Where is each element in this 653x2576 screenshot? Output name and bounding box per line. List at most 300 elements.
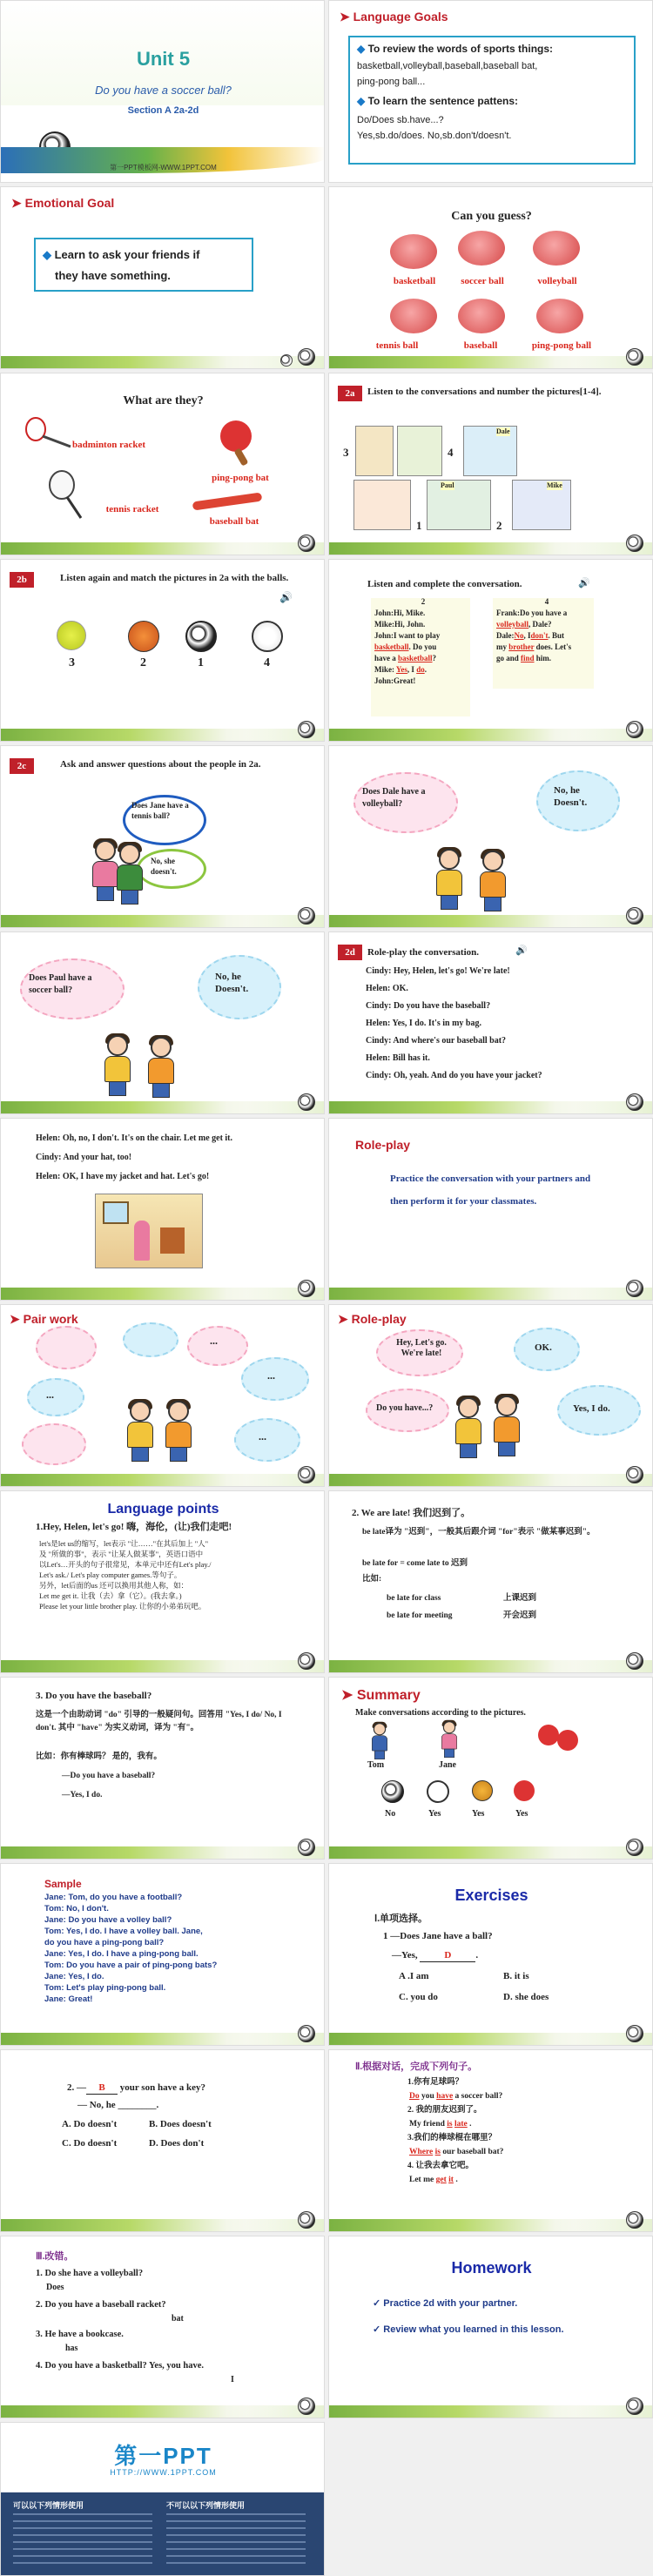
point-heading: 1.Hey, Helen, let's go! 嗨，海伦，(让)我们走吧! bbox=[36, 1522, 232, 1532]
slide-title: ➤ Role-play bbox=[338, 1312, 407, 1327]
dialog-line: Cindy: Do you have the baseball? bbox=[366, 1001, 491, 1011]
section-tag: 2a bbox=[338, 386, 362, 401]
dialog-line: Helen: Bill has it. bbox=[366, 1053, 430, 1063]
bottom-bar bbox=[1, 1474, 324, 1486]
soccer-ball-icon bbox=[298, 1093, 315, 1111]
girl-figure bbox=[432, 849, 467, 910]
ball-blob-5 bbox=[458, 299, 505, 333]
slide-emotional-goal bbox=[0, 186, 325, 369]
goal-1-words-a: basketball,volleyball,baseball,baseball bat, bbox=[357, 61, 538, 71]
dialog-line: Cindy: And where's our baseball bat? bbox=[366, 1036, 507, 1046]
sample-line: Jane: Tom, do you have a football? bbox=[44, 1893, 183, 1902]
sentence-part: My friend bbox=[409, 2120, 445, 2129]
sample-line: Jane: Do you have a volley ball? bbox=[44, 1915, 172, 1925]
slide-title: ➤ Summary bbox=[341, 1686, 421, 1704]
placeholder-dots: ... bbox=[259, 1430, 266, 1443]
goal-2: To learn the sentence pattens: bbox=[367, 95, 519, 107]
soccer-ball-icon bbox=[626, 348, 643, 366]
label-soccer-ball: soccer ball bbox=[461, 276, 504, 286]
soccer-ball-icon bbox=[626, 2398, 643, 2415]
answer-blank: volleyball bbox=[496, 620, 529, 629]
answer-yes: Yes bbox=[472, 1809, 485, 1819]
bottom-bar bbox=[329, 2033, 652, 2045]
section-label: Ⅱ.根据对话，完成下列句子。 bbox=[355, 2061, 478, 2072]
match-number: 1 bbox=[198, 656, 204, 669]
item-cloud-3 bbox=[187, 1326, 248, 1366]
soccer-ball-icon bbox=[626, 721, 643, 738]
answer-blank: it bbox=[448, 2176, 454, 2184]
dialog-line: John:I want to play bbox=[374, 631, 441, 640]
prompt-3: 3.我们的棒球棍在哪里？ bbox=[407, 2134, 497, 2142]
slide-sample bbox=[0, 1863, 325, 2046]
point-heading: 3. Do you have the baseball? bbox=[36, 1691, 152, 1701]
match-number: 2 bbox=[140, 656, 146, 669]
example-label: 比如: bbox=[362, 1575, 382, 1584]
goals-box bbox=[348, 36, 636, 165]
section-tag: 2b bbox=[10, 572, 34, 588]
slide-pair-work bbox=[0, 1304, 325, 1487]
answer-no: No bbox=[385, 1809, 396, 1819]
bottom-bar bbox=[1, 1101, 324, 1113]
soccer-ball-icon bbox=[381, 1780, 404, 1803]
name-paul: Paul bbox=[441, 481, 454, 489]
slide-paul-question bbox=[0, 932, 325, 1114]
ball-blob-6 bbox=[536, 299, 583, 333]
number-label: 2 bbox=[496, 519, 502, 532]
label-badminton-racket: badminton racket bbox=[71, 440, 146, 450]
sample-line: Tom: Yes, I do. I have a volley ball. Jane, bbox=[44, 1927, 203, 1936]
sentence-part: a soccer ball? bbox=[454, 2092, 503, 2101]
number-label: 1 bbox=[416, 519, 422, 532]
slide-title: ➤ Pair work bbox=[10, 1312, 78, 1327]
bottom-bar bbox=[1, 356, 324, 368]
option-a: A .I am bbox=[399, 1971, 429, 1981]
speaker-icon: 🔊 bbox=[578, 578, 590, 589]
explanation-line: 另外，let后面的us 还可以换用其他人称，如： bbox=[39, 1581, 189, 1590]
slide-language-points bbox=[0, 1490, 325, 1673]
instruction: Make conversations according to the pictures. bbox=[355, 1708, 526, 1718]
goal-2-pattern-a: Do/Does sb.have...? bbox=[357, 115, 444, 125]
question-4: 4. Do you have a basketball? Yes, you have. bbox=[36, 2361, 205, 2371]
option-d: D. Does don't bbox=[149, 2138, 205, 2149]
explanation-line: Please let your little brother play. 让你的小弟弟玩吧。 bbox=[39, 1602, 206, 1611]
match-number: 4 bbox=[264, 656, 270, 669]
soccer-ball-icon bbox=[298, 1466, 315, 1483]
explanation-line: let's是let us的缩写，let表示 "让……"在其后加上 "人" bbox=[39, 1539, 209, 1548]
prompt-2: 2. 我的朋友迟到了。 bbox=[407, 2106, 482, 2115]
answer-text: No, she doesn't. bbox=[151, 857, 177, 876]
explanation-line: Let me get it. 让我（去）拿（它）。(我去拿。) bbox=[39, 1591, 182, 1600]
dialog-line: John:Hi, Mike. bbox=[374, 609, 426, 617]
dialog-number: 2 bbox=[421, 597, 426, 606]
ball-icon bbox=[280, 354, 293, 367]
jane-figure bbox=[439, 1721, 460, 1758]
dialog-line: Cindy: Oh, yeah. And do you have your jacket? bbox=[366, 1071, 542, 1080]
question-1: 1. Do she have a volleyball? bbox=[36, 2269, 144, 2278]
bottom-bar bbox=[329, 729, 652, 741]
dialog-line: Frank:Do you have a bbox=[496, 609, 568, 617]
chair-shape bbox=[160, 1227, 185, 1254]
basketball-icon bbox=[472, 1780, 493, 1801]
slide-title: Homework bbox=[451, 2259, 532, 2277]
boy-figure bbox=[144, 1037, 178, 1098]
slide-2d bbox=[328, 932, 653, 1114]
option-c: C. Do doesn't bbox=[62, 2138, 118, 2149]
question: 1 —Does Jane have a ball? bbox=[383, 1931, 493, 1941]
slide-title: What are they? bbox=[123, 394, 204, 407]
dialog-line: Do you bbox=[413, 642, 437, 651]
bottom-bar bbox=[1, 1288, 324, 1300]
question-text: Does Jane have a tennis ball? bbox=[131, 801, 189, 820]
section-label: Section A 2a-2d bbox=[127, 105, 199, 116]
slide-homework bbox=[328, 2236, 653, 2418]
soccer-ball-icon bbox=[298, 907, 315, 925]
slide-dale-question bbox=[328, 745, 653, 928]
slide-title: Role-play bbox=[355, 1138, 411, 1152]
dialog-line: Helen: OK. bbox=[366, 984, 408, 993]
instruction: Listen again and match the pictures in 2a with the balls. bbox=[60, 573, 289, 583]
soccer-ball-icon bbox=[626, 907, 643, 925]
name-tom: Tom bbox=[367, 1760, 385, 1770]
number-label: 3 bbox=[343, 446, 349, 459]
soccer-ball-icon bbox=[298, 1839, 315, 1856]
answer-blank: basketball bbox=[398, 654, 433, 662]
soccer-ball-icon bbox=[626, 1839, 643, 1856]
option-b: B. Does doesn't bbox=[149, 2119, 212, 2129]
slide-can-you-guess bbox=[328, 186, 653, 369]
bottom-bar bbox=[329, 2405, 652, 2418]
unit-title: Unit 5 bbox=[136, 48, 191, 70]
ball-blob-1 bbox=[390, 234, 437, 269]
slide-2b bbox=[0, 559, 325, 742]
label-tennis-racket: tennis racket bbox=[105, 504, 159, 515]
soccer-ball-icon bbox=[298, 348, 315, 366]
name-dale: Dale bbox=[496, 427, 510, 435]
answer-text: No, he Doesn't. bbox=[215, 972, 249, 994]
answer-text-1: OK. bbox=[535, 1342, 552, 1353]
bottom-bar bbox=[329, 1846, 652, 1859]
point-heading: 2. We are late! 我们迟到了。 bbox=[352, 1508, 471, 1518]
bottom-bar bbox=[329, 1101, 652, 1113]
sample-line: Jane: Yes, I do. bbox=[44, 1972, 104, 1981]
dialog-line: Mike:Hi, John. bbox=[374, 620, 426, 629]
ball-blob-2 bbox=[458, 231, 505, 266]
explanation: be late译为 "迟到"，一般其后跟介词 "for"表示 "做某事迟到"。 bbox=[362, 1528, 596, 1537]
slide-we-are-late bbox=[328, 1490, 653, 1673]
ball-blob-4 bbox=[390, 299, 437, 333]
tom-figure bbox=[369, 1723, 390, 1759]
forbidden-details bbox=[166, 2513, 306, 2569]
diamond-icon: ◆ bbox=[43, 248, 55, 261]
ping-pong-bat-icon bbox=[538, 1725, 559, 1745]
slide-2d-continued bbox=[0, 1118, 325, 1301]
bottom-bar bbox=[1, 2405, 324, 2418]
bottom-bar bbox=[1, 2219, 324, 2231]
dialog-line: Dale: bbox=[496, 631, 515, 640]
section-tag: 2d bbox=[338, 945, 362, 960]
basketball-icon bbox=[128, 621, 159, 652]
slide-title: Language points bbox=[107, 1502, 219, 1517]
answer-blank: get bbox=[435, 2176, 447, 2184]
answer-yes: Yes bbox=[428, 1809, 441, 1819]
answer-blank: B bbox=[86, 2082, 118, 2095]
answer-blank: have bbox=[436, 2092, 454, 2101]
lesson-question: Do you have a soccer ball? bbox=[95, 84, 232, 97]
dialog-line: my bbox=[496, 642, 507, 651]
label-baseball: baseball bbox=[463, 340, 498, 351]
soccer-ball-icon bbox=[298, 721, 315, 738]
dialog-line: Helen: Oh, no, I don't. It's on the chair. Let me get it. bbox=[36, 1133, 233, 1143]
question-part: 2. — bbox=[67, 2082, 86, 2093]
label-ping-pong-bat: ping-pong bat bbox=[212, 473, 269, 483]
option-c: C. you do bbox=[399, 1992, 438, 2002]
slide-2a bbox=[328, 373, 653, 555]
explanation: 这是一个由助动词 "do" 引导的一般疑问句。回答用 "Yes, I do/ No, I don't. 其中 "have" 为实义动词，译为 "有"。 bbox=[36, 1711, 282, 1732]
bottom-bar bbox=[1, 729, 324, 741]
answer-blank: Where bbox=[409, 2148, 434, 2156]
bottom-bar bbox=[1, 1846, 324, 1859]
match-number: 3 bbox=[69, 656, 75, 669]
goal-line-2: they have something. bbox=[55, 269, 171, 282]
label-volleyball: volleyball bbox=[537, 276, 577, 286]
label-tennis-ball: tennis ball bbox=[375, 340, 419, 351]
prompt-1: 1.你有足球吗？ bbox=[407, 2078, 464, 2087]
instruction: Listen to the conversations and number the pictures[1-4]. bbox=[367, 387, 602, 397]
picture-2 bbox=[397, 426, 442, 476]
soccer-ball-icon bbox=[298, 535, 315, 552]
soccer-ball-icon bbox=[298, 2211, 315, 2229]
slide-title: Listen and complete the conversation. bbox=[367, 579, 522, 589]
section-tag: 2c bbox=[10, 758, 34, 774]
instruction: Ask and answer questions about the people in 2a. bbox=[60, 759, 261, 770]
correction-1: Does bbox=[46, 2283, 64, 2292]
dialog-line: him. bbox=[535, 654, 552, 662]
ping-pong-ball-icon bbox=[514, 1780, 535, 1801]
answer-blank: is bbox=[434, 2148, 441, 2156]
slide-language-goals bbox=[328, 0, 653, 183]
item-cloud-5 bbox=[27, 1378, 84, 1416]
section-label: Ⅲ.改错。 bbox=[36, 2251, 74, 2262]
sample-line: Jane: Great! bbox=[44, 1994, 93, 2004]
window-shape bbox=[103, 1201, 129, 1224]
sample-line: do you have a ping-pong ball? bbox=[44, 1938, 165, 1947]
slide-error-correction bbox=[0, 2236, 325, 2418]
option-a: A. Do doesn't bbox=[62, 2119, 118, 2129]
item-cloud-6 bbox=[22, 1423, 86, 1465]
answer-blank: do bbox=[416, 665, 425, 674]
sentence-part: you bbox=[421, 2092, 434, 2101]
info-panel bbox=[1, 2492, 325, 2576]
soccer-ball-icon bbox=[626, 535, 643, 552]
slide-complete-conversation: Listen and complete the conversation. 🔊 2 John:Hi, Mike. Mike:Hi, John. John:I want to play basketball. Do you have a basketball? Mike: Yes, I do. John:Great! 4 Frank:Do you have a volleyball, Dale? Dale:No, Idon't. But my brother does. Let's go and find him. bbox=[328, 559, 653, 742]
ping-pong-bat-icon bbox=[215, 417, 267, 469]
goal-box bbox=[34, 238, 253, 292]
question-text: Does Dale have a volleyball? bbox=[362, 787, 426, 809]
bottom-bar bbox=[1, 1660, 324, 1672]
sample-line: Tom: No, I don't. bbox=[44, 1904, 109, 1914]
girl-figure bbox=[451, 1397, 486, 1458]
example-answer: —Yes, I do. bbox=[62, 1791, 103, 1799]
boy-figure bbox=[161, 1401, 196, 1462]
slide-title bbox=[0, 0, 325, 183]
soccer-ball-icon bbox=[626, 1466, 643, 1483]
slide-exercise-2 bbox=[0, 2049, 325, 2232]
goal-2-pattern-b: Yes,sb.do/does. No,sb.don't/doesn't. bbox=[357, 131, 512, 141]
slide-what-are-they bbox=[0, 373, 325, 555]
section-label: Ⅰ.单项选择。 bbox=[374, 1914, 427, 1924]
soccer-ball-icon bbox=[298, 2398, 315, 2415]
ping-pong-bat-icon bbox=[557, 1730, 578, 1751]
answer-text-2: Yes, I do. bbox=[573, 1403, 610, 1414]
goal-line-1: Learn to ask your friends if bbox=[54, 248, 200, 261]
bottom-bar bbox=[1, 2033, 324, 2045]
sample-line: Jane: Yes, I do. I have a ping-pong ball. bbox=[44, 1949, 199, 1959]
soccer-ball-icon bbox=[298, 1280, 315, 1297]
volleyball-icon bbox=[252, 621, 283, 652]
logo-text: 第一PPT bbox=[114, 2443, 212, 2469]
answer-blank: No bbox=[514, 631, 524, 640]
item-cloud-2 bbox=[123, 1322, 178, 1357]
sample-line: Tom: Do you have a pair of ping-pong bats? bbox=[44, 1961, 218, 1970]
slide-title: ➤ Emotional Goal bbox=[11, 196, 114, 211]
slide-exercises: Exercises Ⅰ.单项选择。 1 —Does Jane have a ball? —Yes, D . A .I am B. it is C. you do D. she does bbox=[328, 1863, 653, 2046]
dialog-number: 4 bbox=[544, 597, 549, 606]
answer-blank: find bbox=[521, 654, 535, 662]
bottom-bar bbox=[329, 356, 652, 368]
answer-yes: Yes bbox=[515, 1809, 528, 1819]
answer-blank: is bbox=[447, 2120, 453, 2129]
dialog-line: go and bbox=[496, 654, 519, 662]
question-2: 2. Do you have a baseball racket? bbox=[36, 2300, 166, 2310]
forbidden-heading: 不可以以下列情形使用 bbox=[166, 2501, 246, 2510]
bottom-bar bbox=[329, 1288, 652, 1300]
dialog-line: , I bbox=[523, 631, 531, 640]
picture-1 bbox=[355, 426, 394, 476]
bottom-bar bbox=[1, 542, 324, 555]
slide-role-play-bubbles bbox=[328, 1304, 653, 1487]
dialog-line: , Dale? bbox=[528, 620, 552, 629]
soccer-ball-icon bbox=[298, 2025, 315, 2042]
slide-title: Exercises bbox=[454, 1887, 528, 1904]
bottom-bar bbox=[329, 2219, 652, 2231]
volleyball-icon bbox=[427, 1780, 449, 1803]
check-icon: ✓ bbox=[373, 2324, 384, 2335]
bottom-bar bbox=[1, 915, 324, 927]
answer-blank: don't bbox=[530, 631, 549, 640]
dialog-line: Cindy: And your hat, too! bbox=[36, 1153, 132, 1162]
bottom-bar bbox=[329, 915, 652, 927]
dialog-line: Helen: OK, I have my jacket and hat. Let's go! bbox=[36, 1172, 210, 1181]
soccer-ball-icon bbox=[185, 621, 217, 652]
name-jane: Jane bbox=[439, 1760, 456, 1770]
label-baseball-bat: baseball bat bbox=[209, 516, 259, 527]
dialog-line: Cindy: Hey, Helen, let's go! We're late! bbox=[366, 966, 510, 976]
soccer-ball-icon bbox=[298, 1652, 315, 1670]
allowed-details bbox=[13, 2513, 152, 2569]
boy-figure bbox=[489, 1396, 524, 1456]
slide-role-play bbox=[328, 1118, 653, 1301]
example-chinese: 开会迟到 bbox=[503, 1611, 537, 1620]
example-english: be late for class bbox=[387, 1594, 441, 1603]
girl-figure bbox=[134, 1221, 150, 1261]
question-part: —Yes, bbox=[392, 1950, 418, 1961]
bottom-bar bbox=[329, 1660, 652, 1672]
soccer-ball-icon bbox=[626, 2211, 643, 2229]
sentence-part: Let me bbox=[409, 2176, 434, 2184]
option-b: B. it is bbox=[503, 1971, 529, 1981]
sample-line: Tom: Let's play ping-pong ball. bbox=[44, 1983, 166, 1993]
soccer-ball-icon bbox=[626, 1280, 643, 1297]
correction-4: I bbox=[231, 2375, 234, 2384]
picture-5 bbox=[427, 480, 491, 530]
question-part: your son have a key? bbox=[119, 2082, 205, 2093]
question-text: Does Paul have a soccer ball? bbox=[29, 973, 92, 995]
slide-2c bbox=[0, 745, 325, 928]
role-play-instructions: Practice the conversation with your partners and then perform it for your classmates. bbox=[390, 1174, 591, 1207]
dialog-line: Helen: Yes, I do. It's in my bag. bbox=[366, 1019, 481, 1028]
instruction: Role-play the conversation. bbox=[367, 947, 480, 958]
answer-blank: D bbox=[420, 1949, 475, 1962]
soccer-ball-icon bbox=[626, 1652, 643, 1670]
answer-blank: Do bbox=[409, 2092, 420, 2101]
logo-url: HTTP://WWW.1PPT.COM bbox=[110, 2468, 217, 2477]
dialog-line: have a bbox=[374, 654, 396, 662]
answer-text: No, he Doesn't. bbox=[554, 785, 588, 808]
label-basketball: basketball bbox=[393, 276, 436, 286]
speaker-icon: 🔊 bbox=[279, 591, 293, 603]
question-text-1: Hey, Let's go. We're late! bbox=[396, 1338, 447, 1358]
girl-figure bbox=[123, 1401, 158, 1462]
explanation-line: 及 "所做的事"，表示 "让某人做某事"，英语口语中 bbox=[39, 1550, 204, 1558]
slide-title: Sample bbox=[44, 1878, 82, 1890]
goal-1: To review the words of sports things: bbox=[367, 43, 554, 55]
answer-blank: late bbox=[454, 2120, 468, 2129]
formula: be late for = come late to 迟到 bbox=[362, 1559, 468, 1568]
dialog-line: , I bbox=[407, 665, 414, 674]
bottom-bar bbox=[329, 1474, 652, 1486]
name-mike: Mike bbox=[547, 481, 562, 489]
explanation-line: 以Let's…开头的句子很常见，本单元中还有Let's play./ bbox=[39, 1560, 212, 1569]
slide-exercise-sentences: Ⅱ.根据对话，完成下列句子。 1.你有足球吗？ Do you have a soccer ball? 2. 我的朋友迟到了。 My friend is late . 3.我们的棒球棍在哪里？ Where is our baseball bat? 4. 让我去拿它吧。 Let me get it . bbox=[328, 2049, 653, 2232]
slide-title: Can you guess? bbox=[451, 210, 532, 223]
placeholder-dots: ... bbox=[46, 1389, 54, 1401]
correction-2: bat bbox=[172, 2314, 184, 2324]
number-label: 4 bbox=[448, 446, 454, 459]
label-ping-pong-ball: ping-pong ball bbox=[531, 340, 592, 351]
example-label: 比如：你有棒球吗？ 是的，我有。 bbox=[36, 1752, 162, 1761]
girl-figure bbox=[100, 1035, 135, 1096]
answer-blank: basketball bbox=[374, 642, 409, 651]
slide-do-you-have-baseball bbox=[0, 1677, 325, 1860]
item-cloud-1 bbox=[36, 1326, 97, 1369]
homework-item-1: Practice 2d with your partner. bbox=[383, 2298, 518, 2309]
dialog-line: John:Great! bbox=[374, 676, 416, 685]
homework-item-2: Review what you learned in this lesson. bbox=[383, 2324, 564, 2335]
dialog-line: . But bbox=[548, 631, 565, 640]
check-icon: ✓ bbox=[373, 2298, 384, 2309]
boy-figure bbox=[475, 851, 510, 911]
correction-3: has bbox=[65, 2344, 78, 2353]
tennis-ball-icon bbox=[57, 621, 86, 650]
prompt-4: 4. 让我去拿它吧。 bbox=[407, 2162, 475, 2170]
item-cloud-7 bbox=[234, 1418, 300, 1462]
option-d: D. she does bbox=[503, 1992, 549, 2002]
example-question: —Do you have a baseball? bbox=[62, 1772, 156, 1780]
baseball-bat-icon bbox=[189, 488, 267, 515]
placeholder-dots: ... bbox=[210, 1335, 218, 1347]
goal-1-words-b: ping-pong ball... bbox=[357, 77, 426, 87]
example-english: be late for meeting bbox=[387, 1611, 453, 1620]
